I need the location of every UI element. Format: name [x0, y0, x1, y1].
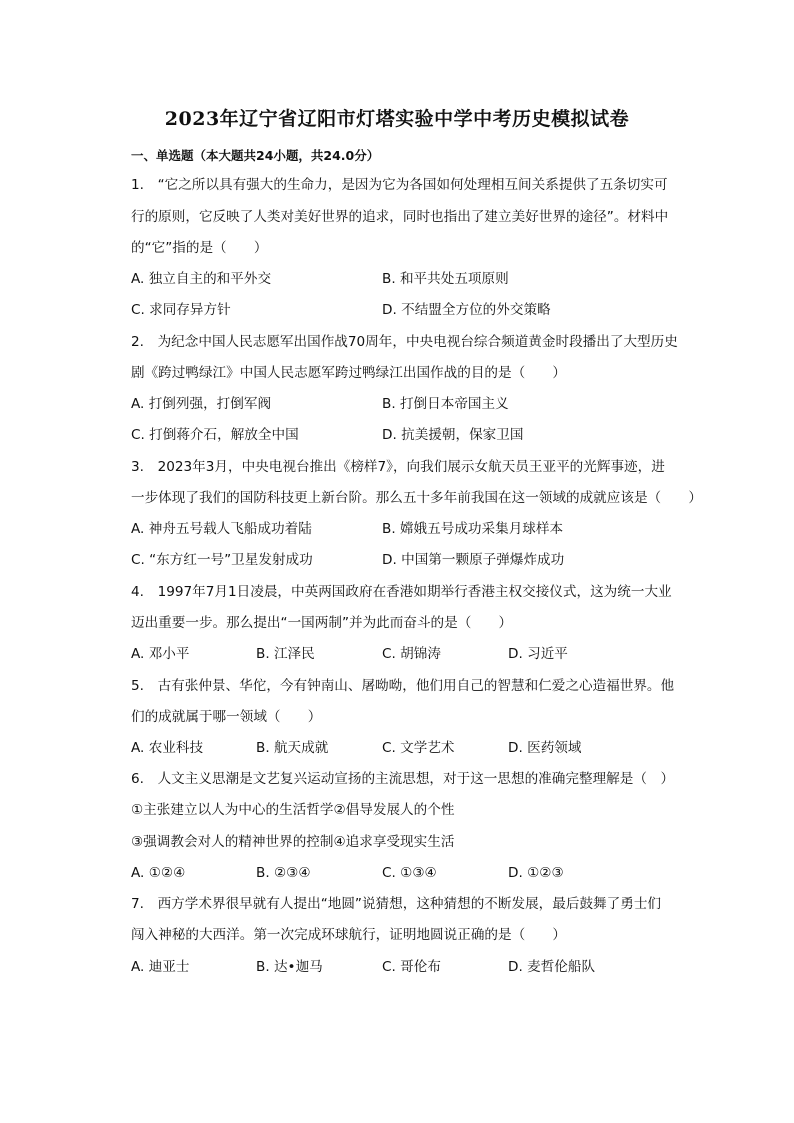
question-3-option-b: B. 嫦娥五号成功采集月球样本	[382, 521, 564, 537]
question-7-option-a: A. 迪亚士	[131, 959, 190, 975]
question-5-line-2: 们的成就属于哪一领域（ ）	[131, 709, 322, 725]
question-2-option-d: D. 抗美援朝，保家卫国	[382, 427, 524, 443]
question-7-option-c: C. 哥伦布	[382, 959, 441, 975]
question-3-line-2: 一步体现了我们的国防科技更上新台阶。那么五十多年前我国在这一领域的成就应该是（ ）	[131, 490, 702, 506]
question-3-option-a: A. 神舟五号载人飞船成功着陆	[131, 521, 312, 537]
section-heading: 一、单选题（本大题共24小题，共24.0分）	[131, 148, 380, 163]
question-3-line-1: 3. 2023年3月，中央电视台推出《榜样7》，向我们展示女航天员王亚平的光辉事迹，进	[131, 459, 665, 475]
question-4-option-c: C. 胡锦涛	[382, 646, 441, 662]
question-4-line-1: 4. 1997年7月1日凌晨，中英两国政府在香港如期举行香港主权交接仪式，这为统一大业	[131, 584, 672, 600]
question-1-option-c: C. 求同存异方针	[131, 302, 231, 318]
question-3-option-d: D. 中国第一颗原子弹爆炸成功	[382, 552, 565, 568]
question-5-option-a: A. 农业科技	[131, 740, 204, 756]
question-6-line-1: 6. 人文主义思潮是文艺复兴运动宣扬的主流思想，对于这一思想的准确完整理解是（ ）	[131, 771, 675, 787]
question-5-option-b: B. 航天成就	[256, 740, 329, 756]
question-1-line-1: 1. “它之所以具有强大的生命力，是因为它为各国如何处理相互间关系提供了五条切实可	[131, 177, 668, 193]
question-2-option-a: A. 打倒列强，打倒军阀	[131, 396, 272, 412]
question-7-option-d: D. 麦哲伦船队	[508, 959, 596, 975]
question-4-option-b: B. 江泽民	[256, 646, 315, 662]
question-1-line-3: 的“它”指的是（ ）	[131, 240, 268, 256]
question-1-line-2: 行的原则，它反映了人类对美好世界的追求，同时也指出了建立美好世界的途径”。材料中	[131, 209, 669, 225]
question-4-option-d: D. 习近平	[508, 646, 568, 662]
question-6-line-2: ①主张建立以人为中心的生活哲学②倡导发展人的个性	[131, 802, 455, 818]
question-6-option-c: C. ①③④	[382, 865, 437, 881]
question-1-option-a: A. 独立自主的和平外交	[131, 271, 272, 287]
question-3-option-c: C. “东方红一号”卫星发射成功	[131, 552, 313, 568]
question-6-option-a: A. ①②④	[131, 865, 186, 881]
question-2-option-b: B. 打倒日本帝国主义	[382, 396, 509, 412]
question-4-line-2: 迈出重要一步。那么提出“一国两制”并为此而奋斗的是（ ）	[131, 615, 513, 631]
question-6-option-d: D. ①②③	[508, 865, 564, 881]
question-5-option-d: D. 医药领域	[508, 740, 582, 756]
question-4-option-a: A. 邓小平	[131, 646, 190, 662]
question-2-option-c: C. 打倒蒋介石，解放全中国	[131, 427, 299, 443]
question-5-line-1: 5. 古有张仲景、华佗，今有钟南山、屠呦呦，他们用自己的智慧和仁爱之心造福世界。他	[131, 678, 675, 694]
question-2-line-1: 2. 为纪念中国人民志愿军出国作战70周年，中央电视台综合频道黄金时段播出了大型历史	[131, 334, 678, 350]
question-6-option-b: B. ②③④	[256, 865, 311, 881]
exam-title: 2023年辽宁省辽阳市灯塔实验中学中考历史模拟试卷	[164, 108, 630, 130]
question-1-option-d: D. 不结盟全方位的外交策略	[382, 302, 551, 318]
question-7-line-1: 7. 西方学术界很早就有人提出“地圆”说猜想，这种猜想的不断发展，最后鼓舞了勇士们	[131, 896, 662, 912]
question-6-line-3: ③强调教会对人的精神世界的控制④追求享受现实生活	[131, 834, 455, 850]
question-5-option-c: C. 文学艺术	[382, 740, 455, 756]
question-1-option-b: B. 和平共处五项原则	[382, 271, 509, 287]
question-7-line-2: 闯入神秘的大西洋。第一次完成环球航行，证明地圆说正确的是（ ）	[131, 927, 566, 943]
question-2-line-2: 剧《跨过鸭绿江》中国人民志愿军跨过鸭绿江出国作战的目的是（ ）	[131, 365, 566, 381]
question-7-option-b: B. 达•迦马	[256, 959, 323, 975]
